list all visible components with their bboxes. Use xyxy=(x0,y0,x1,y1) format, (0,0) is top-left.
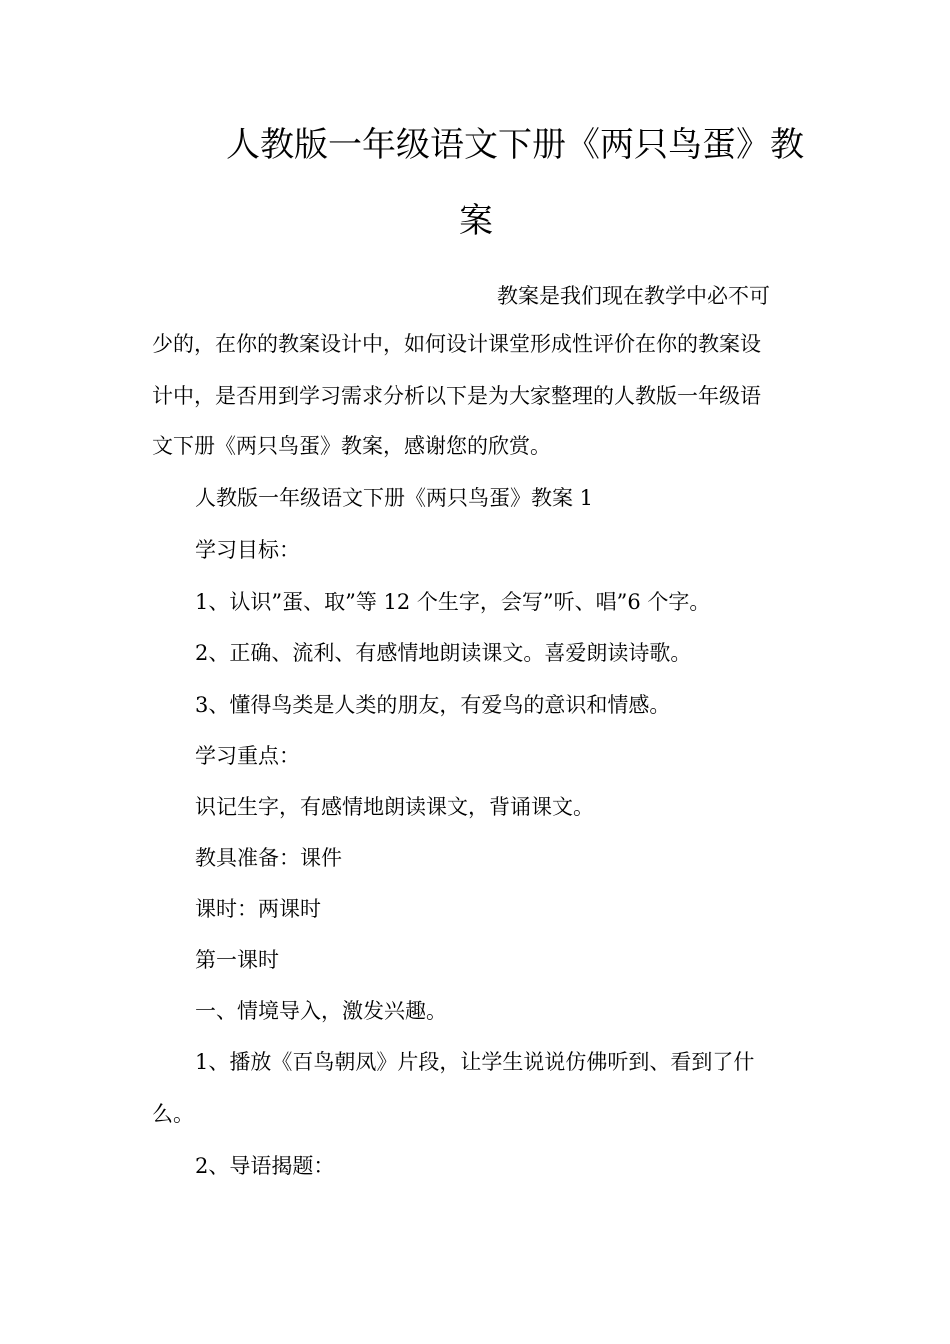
learning-focus-heading: 学习重点： xyxy=(195,744,300,768)
class-hours: 课时：两课时 xyxy=(195,897,321,921)
intro-line-3: 计中，是否用到学习需求分析以下是为大家整理的人教版一年级语 xyxy=(152,384,761,408)
document-title-line-1: 人教版一年级语文下册《两只鸟蛋》教 xyxy=(226,125,804,165)
first-lesson-heading: 第一课时 xyxy=(195,948,279,972)
step-1-text-continued: 么。 xyxy=(152,1102,194,1126)
objective-item-2: 2、正确、流利、有感情地朗读课文。喜爱朗读诗歌。 xyxy=(195,641,692,665)
learning-objectives-heading: 学习目标： xyxy=(195,538,300,562)
intro-line-1: 教案是我们现在教学中必不可 xyxy=(497,284,770,308)
section-1-heading: 一、情境导入，激发兴趣。 xyxy=(195,999,447,1023)
intro-line-2: 少的，在你的教案设计中，如何设计课堂形成性评价在你的教案设 xyxy=(152,332,761,356)
teaching-aids: 教具准备：课件 xyxy=(195,846,342,870)
document-title-line-2: 案 xyxy=(459,201,493,241)
step-2-text: 2、导语揭题： xyxy=(195,1154,335,1178)
intro-line-4: 文下册《两只鸟蛋》教案，感谢您的欣赏。 xyxy=(152,434,551,458)
step-1-text: 1、播放《百鸟朝凤》片段，让学生说说仿佛听到、看到了什 xyxy=(195,1050,755,1074)
objective-item-3: 3、懂得鸟类是人类的朋友，有爱鸟的意识和情感。 xyxy=(195,693,671,717)
objective-item-1: 1、认识”蛋、取”等 12 个生字，会写”听、唱”6 个字。 xyxy=(195,590,711,614)
learning-focus-text: 识记生字，有感情地朗读课文，背诵课文。 xyxy=(195,795,594,819)
lesson-plan-heading: 人教版一年级语文下册《两只鸟蛋》教案 1 xyxy=(195,486,594,510)
